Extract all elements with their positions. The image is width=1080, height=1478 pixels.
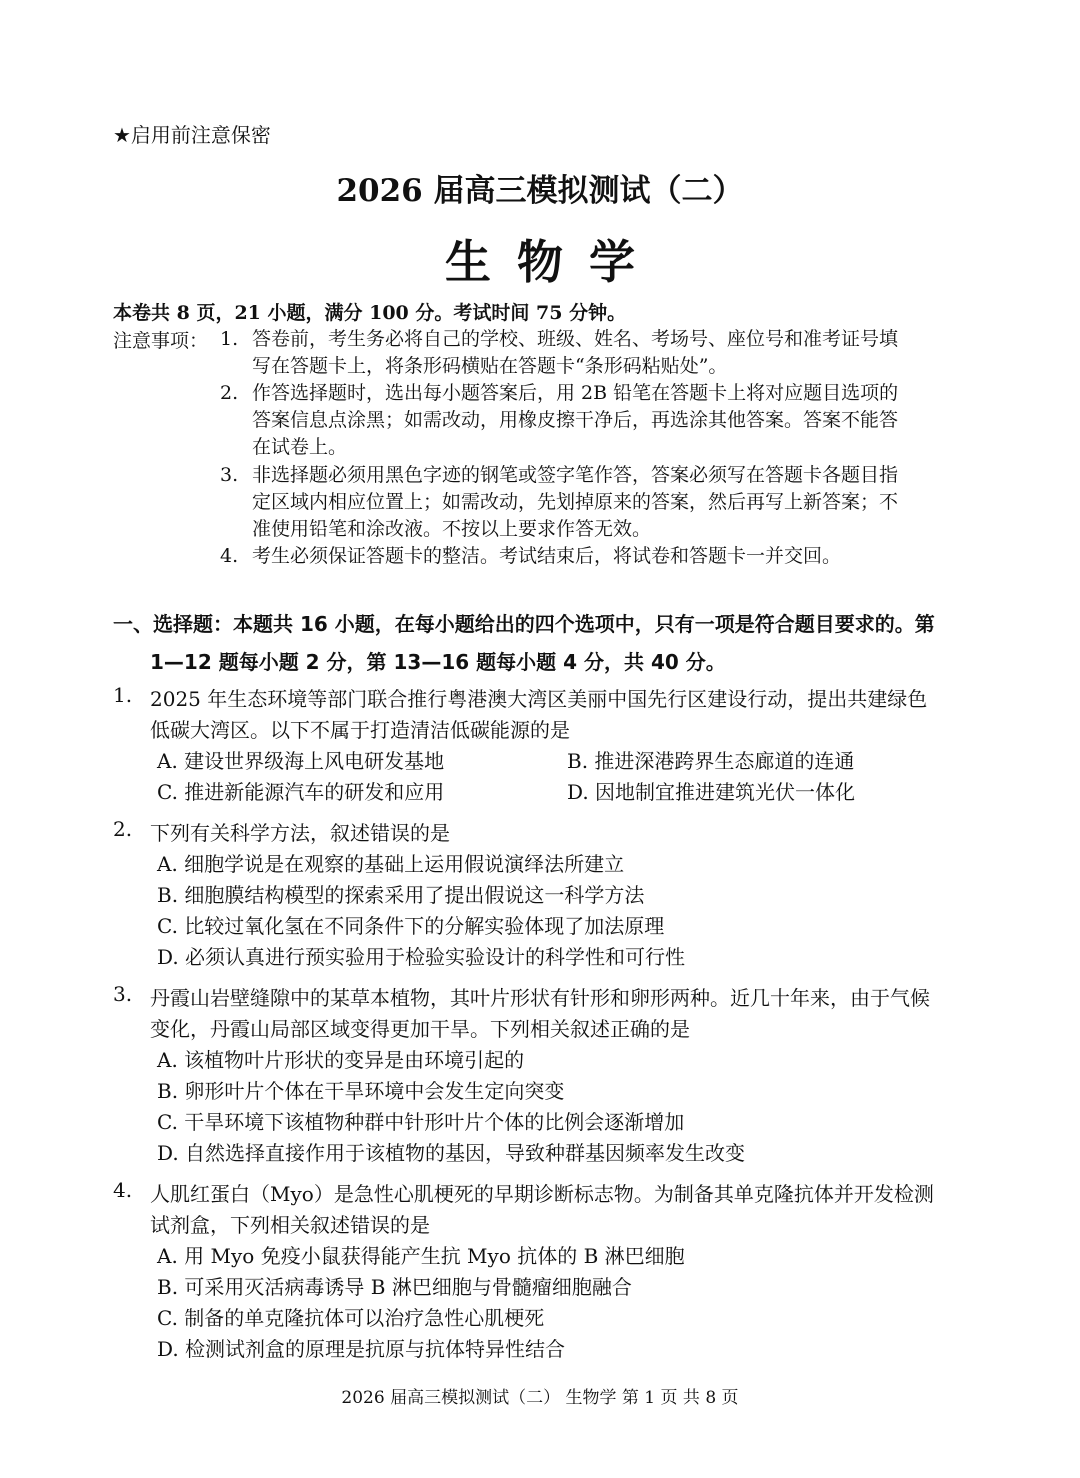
- option-b: B. 可采用灭活病毒诱导 B 淋巴细胞与骨髓瘤细胞融合: [157, 1275, 632, 1299]
- notice-line: 准使用铅笔和涂改液。不按以上要求作答无效。: [252, 518, 652, 540]
- section-heading-line-2: 1—12 题每小题 2 分，第 13—16 题每小题 4 分，共 40 分。: [150, 650, 726, 674]
- option-c: C. 比较过氧化氢在不同条件下的分解实验体现了加法原理: [157, 914, 665, 938]
- confidential-notice: ★启用前注意保密: [113, 123, 271, 147]
- option-d: D. 自然选择直接作用于该植物的基因，导致种群基因频率发生改变: [157, 1141, 746, 1165]
- question-number: 1.: [113, 683, 133, 707]
- option-b: B. 推进深港跨界生态廊道的连通: [567, 749, 855, 773]
- notice-line: 答案信息点涂黑；如需改动，用橡皮擦干净后，再选涂其他答案。答案不能答: [252, 409, 899, 431]
- notice-item-3: [220, 462, 970, 543]
- option-c: C. 干旱环境下该植物种群中针形叶片个体的比例会逐渐增加: [157, 1110, 685, 1134]
- page-footer: 2026 届高三模拟测试（二） 生物学 第 1 页 共 8 页: [341, 1388, 739, 1408]
- question-number: 2.: [113, 817, 133, 841]
- option-a: A. 建设世界级海上风电研发基地: [157, 749, 445, 773]
- notice-label: 注意事项：: [113, 330, 209, 352]
- question-number: 3.: [113, 982, 133, 1006]
- exam-title: 2026 届高三模拟测试（二）: [336, 173, 744, 209]
- question-stem-line: 人肌红蛋白（Myo）是急性心肌梗死的早期诊断标志物。为制备其单克隆抗体并开发检测: [150, 1182, 934, 1206]
- question-stem-line: 试剂盒，下列相关叙述错误的是: [150, 1213, 430, 1237]
- notice-item-number: 2.: [220, 382, 239, 404]
- notice-line: 在试卷上。: [252, 436, 348, 458]
- question-stem-line: 低碳大湾区。以下不属于打造清洁低碳能源的是: [150, 718, 570, 742]
- notice-item-4: [220, 543, 970, 570]
- notice-line: 答卷前，考生务必将自己的学校、班级、姓名、考场号、座位号和准考证号填: [252, 328, 899, 350]
- option-c: C. 制备的单克隆抗体可以治疗急性心肌梗死: [157, 1306, 545, 1330]
- notice-line: 写在答题卡上，将条形码横贴在答题卡“条形码粘贴处”。: [252, 355, 728, 377]
- section-heading-line-1: 一、选择题：本题共 16 小题，在每小题给出的四个选项中，只有一项是符合题目要求的。第: [113, 612, 935, 636]
- option-d: D. 检测试剂盒的原理是抗原与抗体特异性结合: [157, 1337, 566, 1361]
- question-stem-line: 变化，丹霞山局部区域变得更加干旱。下列相关叙述正确的是: [150, 1017, 690, 1041]
- notice-line: 考生必须保证答题卡的整洁。考试结束后，将试卷和答题卡一并交回。: [252, 545, 842, 567]
- option-a: A. 该植物叶片形状的变异是由环境引起的: [157, 1048, 525, 1072]
- question-stem-line: 丹霞山岩壁缝隙中的某草本植物，其叶片形状有针形和卵形两种。近几十年来，由于气候: [150, 986, 930, 1010]
- notice-line: 非选择题必须用黑色字迹的钢笔或签字笔作答，答案必须写在答题卡各题目指: [252, 464, 899, 486]
- notice-item-number: 1.: [220, 328, 239, 350]
- notice-item-1: [220, 326, 970, 380]
- question-number: 4.: [113, 1178, 133, 1202]
- option-a: A. 细胞学说是在观察的基础上运用假说演绎法所建立: [157, 852, 625, 876]
- notice-line: 定区域内相应位置上；如需改动，先划掉原来的答案，然后再写上新答案；不: [252, 491, 899, 513]
- subject-title: 生物学: [445, 235, 661, 289]
- question-stem-line: 2025 年生态环境等部门联合推行粤港澳大湾区美丽中国先行区建设行动，提出共建绿色: [150, 687, 928, 711]
- option-b: B. 细胞膜结构模型的探索采用了提出假说这一科学方法: [157, 883, 645, 907]
- notice-item-number: 4.: [220, 545, 239, 567]
- exam-summary: 本卷共 8 页，21 小题，满分 100 分。考试时间 75 分钟。: [113, 302, 627, 324]
- option-a: A. 用 Myo 免疫小鼠获得能产生抗 Myo 抗体的 B 淋巴细胞: [157, 1244, 685, 1268]
- question-stem-line: 下列有关科学方法，叙述错误的是: [150, 821, 450, 845]
- option-c: C. 推进新能源汽车的研发和应用: [157, 780, 445, 804]
- notice-line: 作答选择题时，选出每小题答案后，用 2B 铅笔在答题卡上将对应题目选项的: [252, 382, 899, 404]
- notice-item-2: [220, 380, 970, 461]
- option-d: D. 因地制宜推进建筑光伏一体化: [567, 780, 856, 804]
- notice-item-number: 3.: [220, 464, 239, 486]
- option-b: B. 卵形叶片个体在干旱环境中会发生定向突变: [157, 1079, 565, 1103]
- option-d: D. 必须认真进行预实验用于检验实验设计的科学性和可行性: [157, 945, 686, 969]
